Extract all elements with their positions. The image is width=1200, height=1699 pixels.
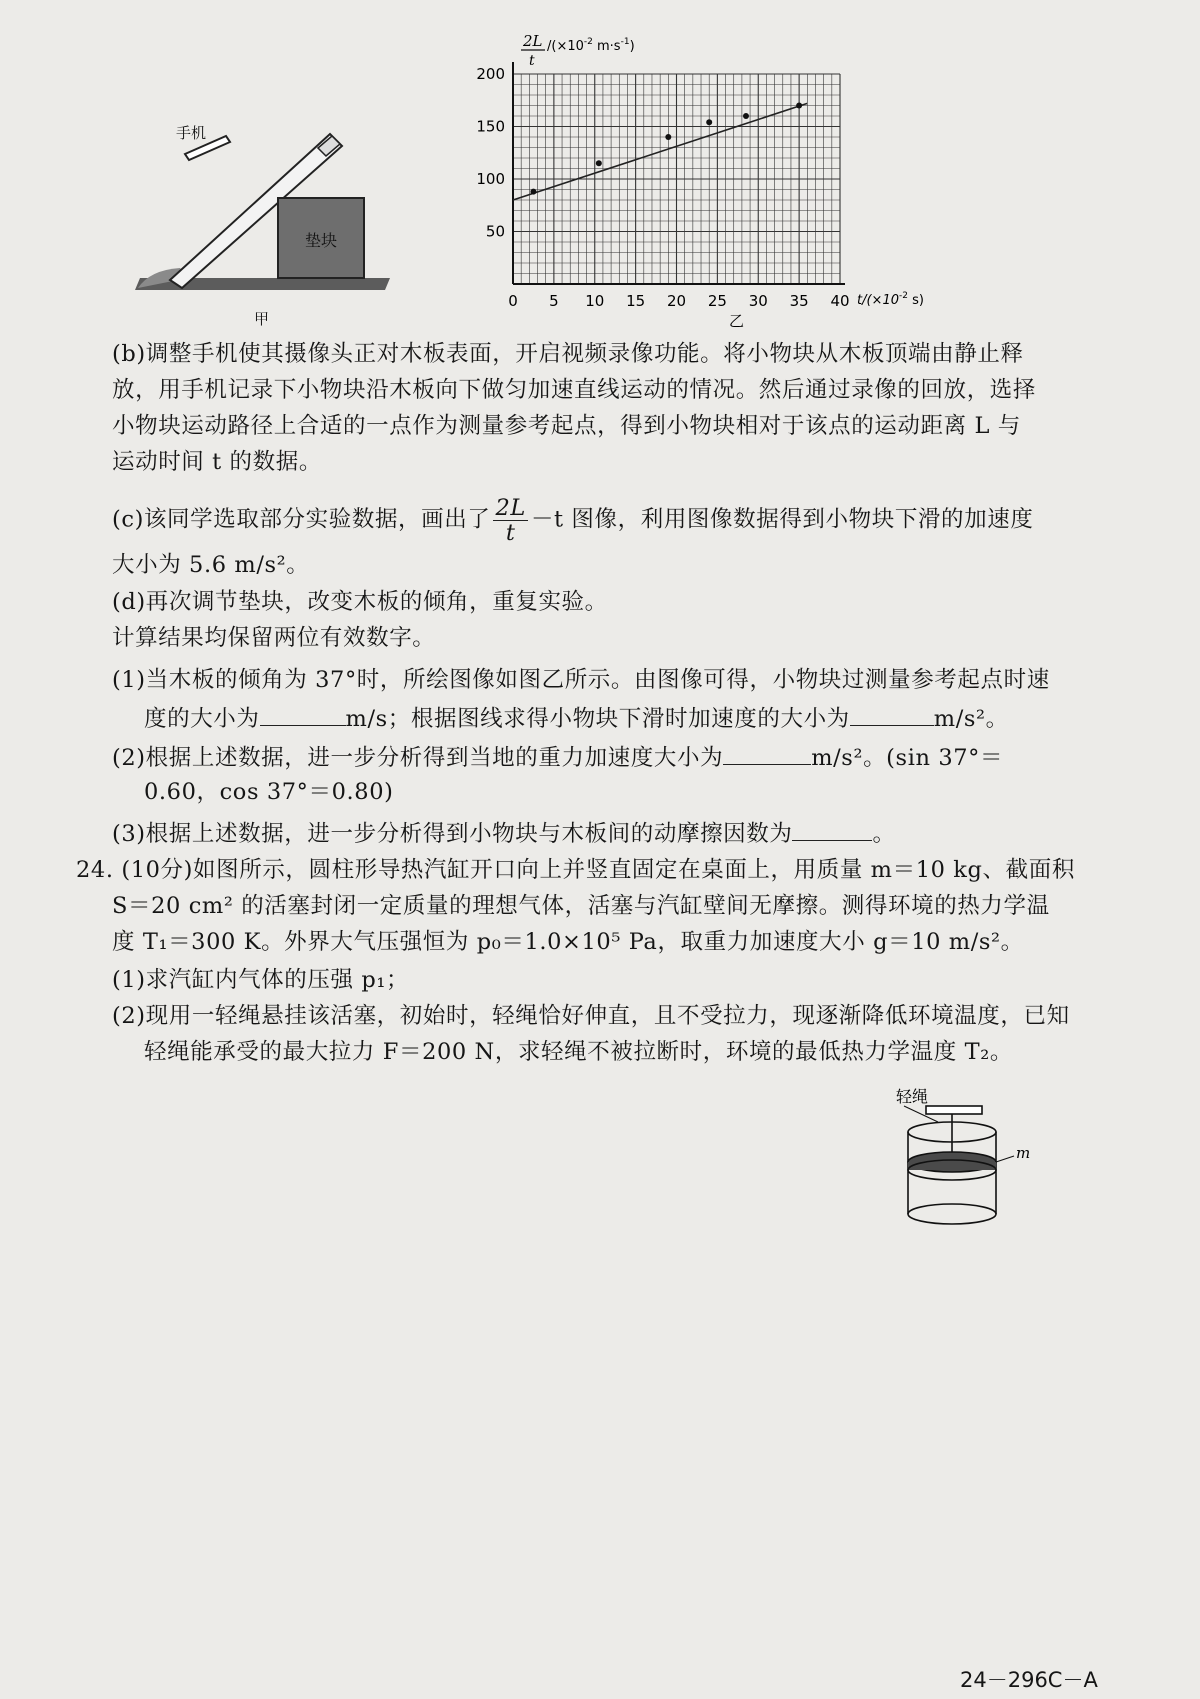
chart-axes: [513, 62, 845, 284]
data-point: [743, 113, 749, 119]
x-tick-label: 40: [830, 292, 850, 310]
q1-line2: [144, 697, 1009, 739]
para-b-line4: 运动时间 t 的数据。: [112, 449, 322, 475]
para-c-line1: [112, 496, 1033, 545]
y-tick-label: 50: [485, 222, 505, 241]
q2-line2: 0.60，cos 37°＝0.80): [144, 779, 394, 805]
p24-line3: 度 T₁＝300 K。外界大气压强恒为 p₀＝1.0×10⁵ Pa，取重力加速度大小 g＝10 m/s²。: [112, 929, 1024, 955]
data-point: [796, 103, 802, 109]
para-c-line2: 大小为 5.6 m/s²。: [112, 552, 310, 578]
x-tick-label: 5: [549, 292, 559, 310]
p24-line6: 轻绳能承受的最大拉力 F＝200 N，求轻绳不被拉断时，环境的最低热力学温度 T₂。: [144, 1039, 1013, 1065]
para-d: (d)再次调节垫块，改变木板的倾角，重复实验。: [112, 589, 608, 615]
q2-text-a: (2)根据上述数据，进一步分析得到当地的重力加速度大小为: [112, 745, 724, 771]
para-b-line1: (b)调整手机使其摄像头正对木板表面，开启视频录像功能。将小物块从木板顶端由静止释: [112, 341, 1024, 367]
phone-label: 手机: [176, 124, 207, 142]
figure-chart: [465, 22, 985, 342]
answer-blank-acceleration[interactable]: [850, 697, 934, 726]
q1-text-b: m/s；根据图线求得小物块下滑时加速度的大小为: [345, 706, 850, 732]
note-sig-figs: 计算结果均保留两位有效数字。: [112, 625, 436, 651]
x-tick-label: 35: [789, 292, 809, 310]
mass-label-pointer: [996, 1156, 1014, 1162]
fraction-2L-over-t: [493, 496, 527, 545]
q1-text-a: 度的大小为: [144, 706, 260, 732]
support-bar: [926, 1106, 982, 1114]
x-tick-label: 15: [626, 292, 646, 310]
q2-text-b: m/s²。(sin 37°＝: [811, 745, 1004, 771]
figure-incline: [130, 120, 410, 340]
y-tick-label: 200: [476, 65, 505, 83]
x-tick-label: 0: [508, 292, 518, 310]
q1-line1: (1)当木板的倾角为 37°时，所绘图像如图乙所示。由图像可得，小物块过测量参考起点时速: [112, 667, 1050, 693]
ylabel-unit: $/(\times 10^{-2}$ $m\cdot s^{-1}$): [547, 37, 635, 54]
x-tick-label: 30: [748, 292, 768, 310]
para-b-line3: 小物块运动路径上合适的一点作为测量参考起点，得到小物块相对于该点的运动距离 L 与: [112, 413, 1021, 439]
xlabel: $t/(\times 10^{-2}$ s): [857, 291, 924, 308]
data-point: [530, 189, 536, 195]
q3-text-b: 。: [872, 821, 896, 847]
ylabel-den: t: [529, 53, 535, 69]
data-point: [596, 160, 602, 166]
answer-blank-gravity[interactable]: [723, 736, 811, 765]
q3-line: [112, 812, 896, 854]
p24-line5: (2)现用一轻绳悬挂该活塞，初始时，轻绳恰好伸直，且不受拉力，现逐渐降低环境温度，已知: [112, 1003, 1070, 1029]
answer-blank-velocity[interactable]: [260, 697, 346, 726]
p24-line1: 24. (10分)如图所示，圆柱形导热汽缸开口向上并竖直固定在桌面上，用质量 m＝10 kg、截面积: [76, 857, 1075, 883]
frac-num: 2L: [495, 495, 526, 521]
para-b-line2: 放，用手机记录下小物块沿木板向下做匀加速直线运动的情况。然后通过录像的回放，选择: [112, 377, 1037, 403]
figure-yi-caption: 乙: [729, 312, 745, 330]
footer-code: 24－296C－A: [960, 1668, 1098, 1692]
y-tick-label: 150: [476, 117, 505, 136]
pad-block-label: 垫块: [304, 231, 338, 250]
para-c-post: －t 图像，利用图像数据得到小物块下滑的加速度: [530, 506, 1034, 533]
q1-text-c: m/s²。: [933, 706, 1009, 732]
p24-line4: (1)求汽缸内气体的压强 p₁；: [112, 967, 410, 993]
answer-blank-friction[interactable]: [792, 812, 872, 841]
ylabel-num: 2L: [523, 32, 543, 50]
x-tick-label: 25: [707, 292, 727, 310]
figure-jia-caption: 甲: [254, 310, 270, 328]
q3-text-a: (3)根据上述数据，进一步分析得到小物块与木板间的动摩擦因数为: [112, 821, 793, 847]
chart-grid: [513, 74, 840, 284]
para-c-pre: (c)该同学选取部分实验数据，画出了: [112, 506, 491, 533]
figure-cylinder: [890, 1082, 1090, 1232]
x-tick-label: 10: [585, 292, 605, 310]
cylinder-base: [908, 1204, 996, 1224]
x-tick-label: 20: [666, 292, 687, 310]
rope-label: 轻绳: [896, 1087, 929, 1106]
data-point: [665, 134, 671, 140]
mass-label: m: [1016, 1144, 1031, 1162]
data-point: [706, 119, 712, 125]
y-tick-label: 100: [476, 170, 505, 188]
p24-line2: S＝20 cm² 的活塞封闭一定质量的理想气体，活塞与汽缸壁间无摩擦。测得环境的热力学温: [112, 893, 1050, 919]
frac-den: t: [505, 520, 516, 546]
